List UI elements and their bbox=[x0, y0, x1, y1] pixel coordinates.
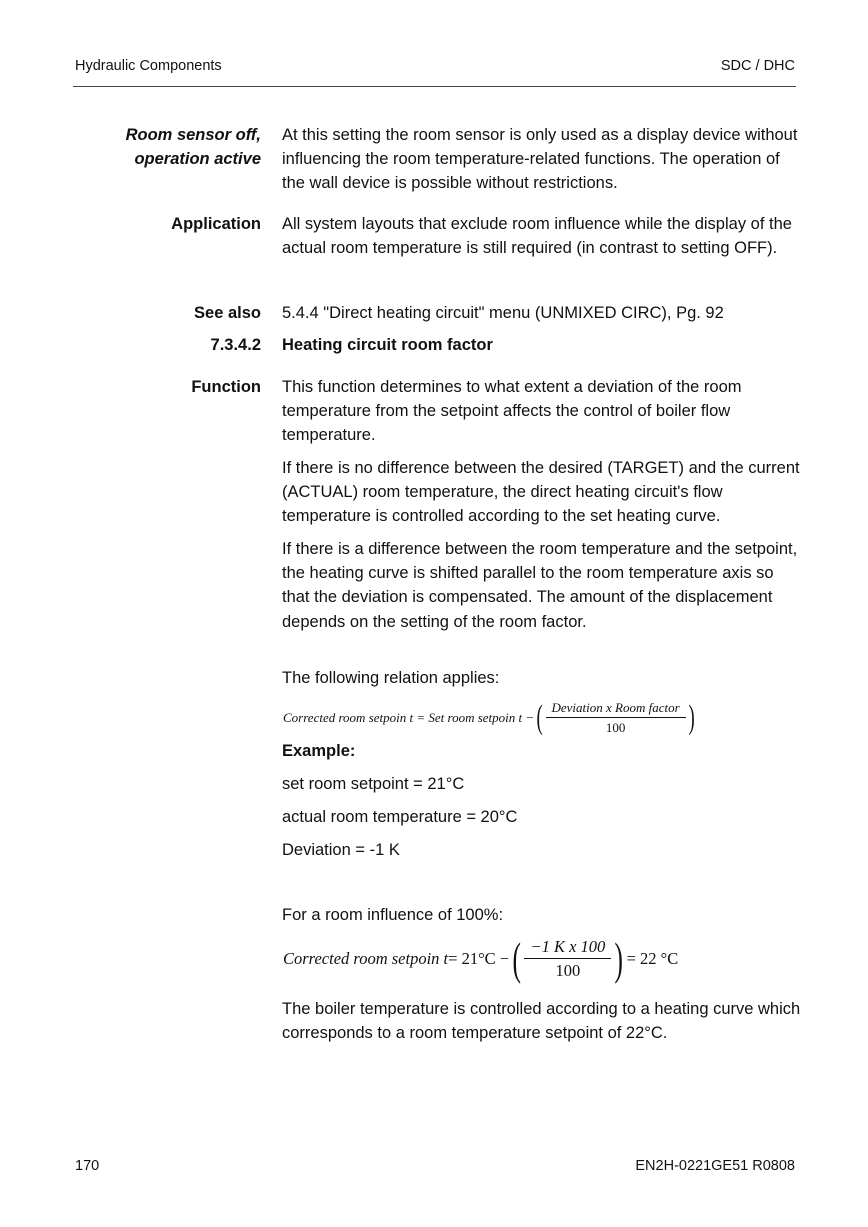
header-divider bbox=[73, 86, 796, 87]
example-formula bbox=[283, 933, 679, 984]
example-line-actual: actual room temperature = 20°C bbox=[282, 808, 518, 826]
see-also-text: 5.4.4 "Direct heating circuit" menu (UNMIXED CIRC), Pg. 92 bbox=[282, 304, 724, 322]
application-text: All system layouts that exclude room influence while the display of the actual room temperature is still required (in contrast to setting OFF). bbox=[282, 215, 792, 258]
formula2-rhs: = 22 °C bbox=[626, 949, 679, 968]
formula2-numerator: −1 K x 100 bbox=[524, 937, 611, 959]
page-header bbox=[75, 58, 795, 78]
document-code: EN2H-0221GE51 R0808 bbox=[635, 1158, 795, 1174]
room-setpoint-formula bbox=[283, 700, 697, 736]
page-footer bbox=[75, 1158, 795, 1178]
example-line-influence: For a room influence of 100%: bbox=[282, 906, 504, 924]
function-paragraph-1: This function determines to what extent a deviation of the room temperature from the setpoint affects the control of boiler flow temperature. bbox=[282, 378, 742, 445]
formula2-fraction bbox=[524, 937, 611, 981]
header-product: SDC / DHC bbox=[720, 58, 795, 74]
function-label: Function bbox=[191, 378, 261, 396]
formula2-denominator: 100 bbox=[555, 961, 581, 980]
formula2-lhs: Corrected room setpoin t bbox=[283, 949, 449, 968]
see-also-label: See also bbox=[194, 304, 261, 322]
function-paragraph-4: The following relation applies: bbox=[282, 669, 500, 687]
header-section-title: Hydraulic Components bbox=[75, 58, 222, 74]
conclusion-text: The boiler temperature is controlled according to a heating curve which corresponds to a room temperature setpoint of 22°C. bbox=[282, 1000, 801, 1043]
formula1-lhs: Corrected room setpoin t = Set room setpoin t − bbox=[283, 710, 535, 725]
application-label: Application bbox=[171, 215, 261, 233]
formula2-eq: = 21°C − bbox=[448, 949, 510, 968]
page-number: 170 bbox=[75, 1158, 100, 1174]
formula1-fraction bbox=[546, 700, 686, 736]
function-paragraph-2: If there is no difference between the desired (TARGET) and the current (ACTUAL) room temperature, the direct heating circuit's flow temperature is controlled according to the set heating curve. bbox=[282, 459, 800, 526]
section-title: Heating circuit room factor bbox=[282, 336, 493, 354]
formula1-denominator: 100 bbox=[605, 720, 626, 735]
room-sensor-label-line1: Room sensor off, bbox=[125, 126, 261, 144]
example-title: Example: bbox=[282, 742, 356, 760]
formula1-left-paren: ( bbox=[536, 699, 543, 736]
room-sensor-text: At this setting the room sensor is only used as a display device without influencing the room temperature-related functions. The operation of the wall device is possible without restrictions. bbox=[282, 126, 798, 193]
formula2-left-paren: ( bbox=[512, 933, 521, 984]
function-paragraph-3: If there is a difference between the room temperature and the setpoint, the heating curve is shifted parallel to the room temperature axis so that the deviation is compensated. The amount of the displacement depends on the setting of the room factor. bbox=[282, 540, 798, 631]
section-number: 7.3.4.2 bbox=[210, 336, 261, 354]
example-line-deviation: Deviation = -1 K bbox=[282, 841, 400, 859]
formula2-right-paren: ) bbox=[614, 933, 624, 984]
formula1-right-paren: ) bbox=[688, 699, 695, 736]
formula1-numerator: Deviation x Room factor bbox=[546, 700, 686, 718]
room-sensor-label-line2: operation active bbox=[134, 150, 261, 168]
room-sensor-label bbox=[126, 123, 261, 171]
example-line-setpoint: set room setpoint = 21°C bbox=[282, 775, 465, 793]
